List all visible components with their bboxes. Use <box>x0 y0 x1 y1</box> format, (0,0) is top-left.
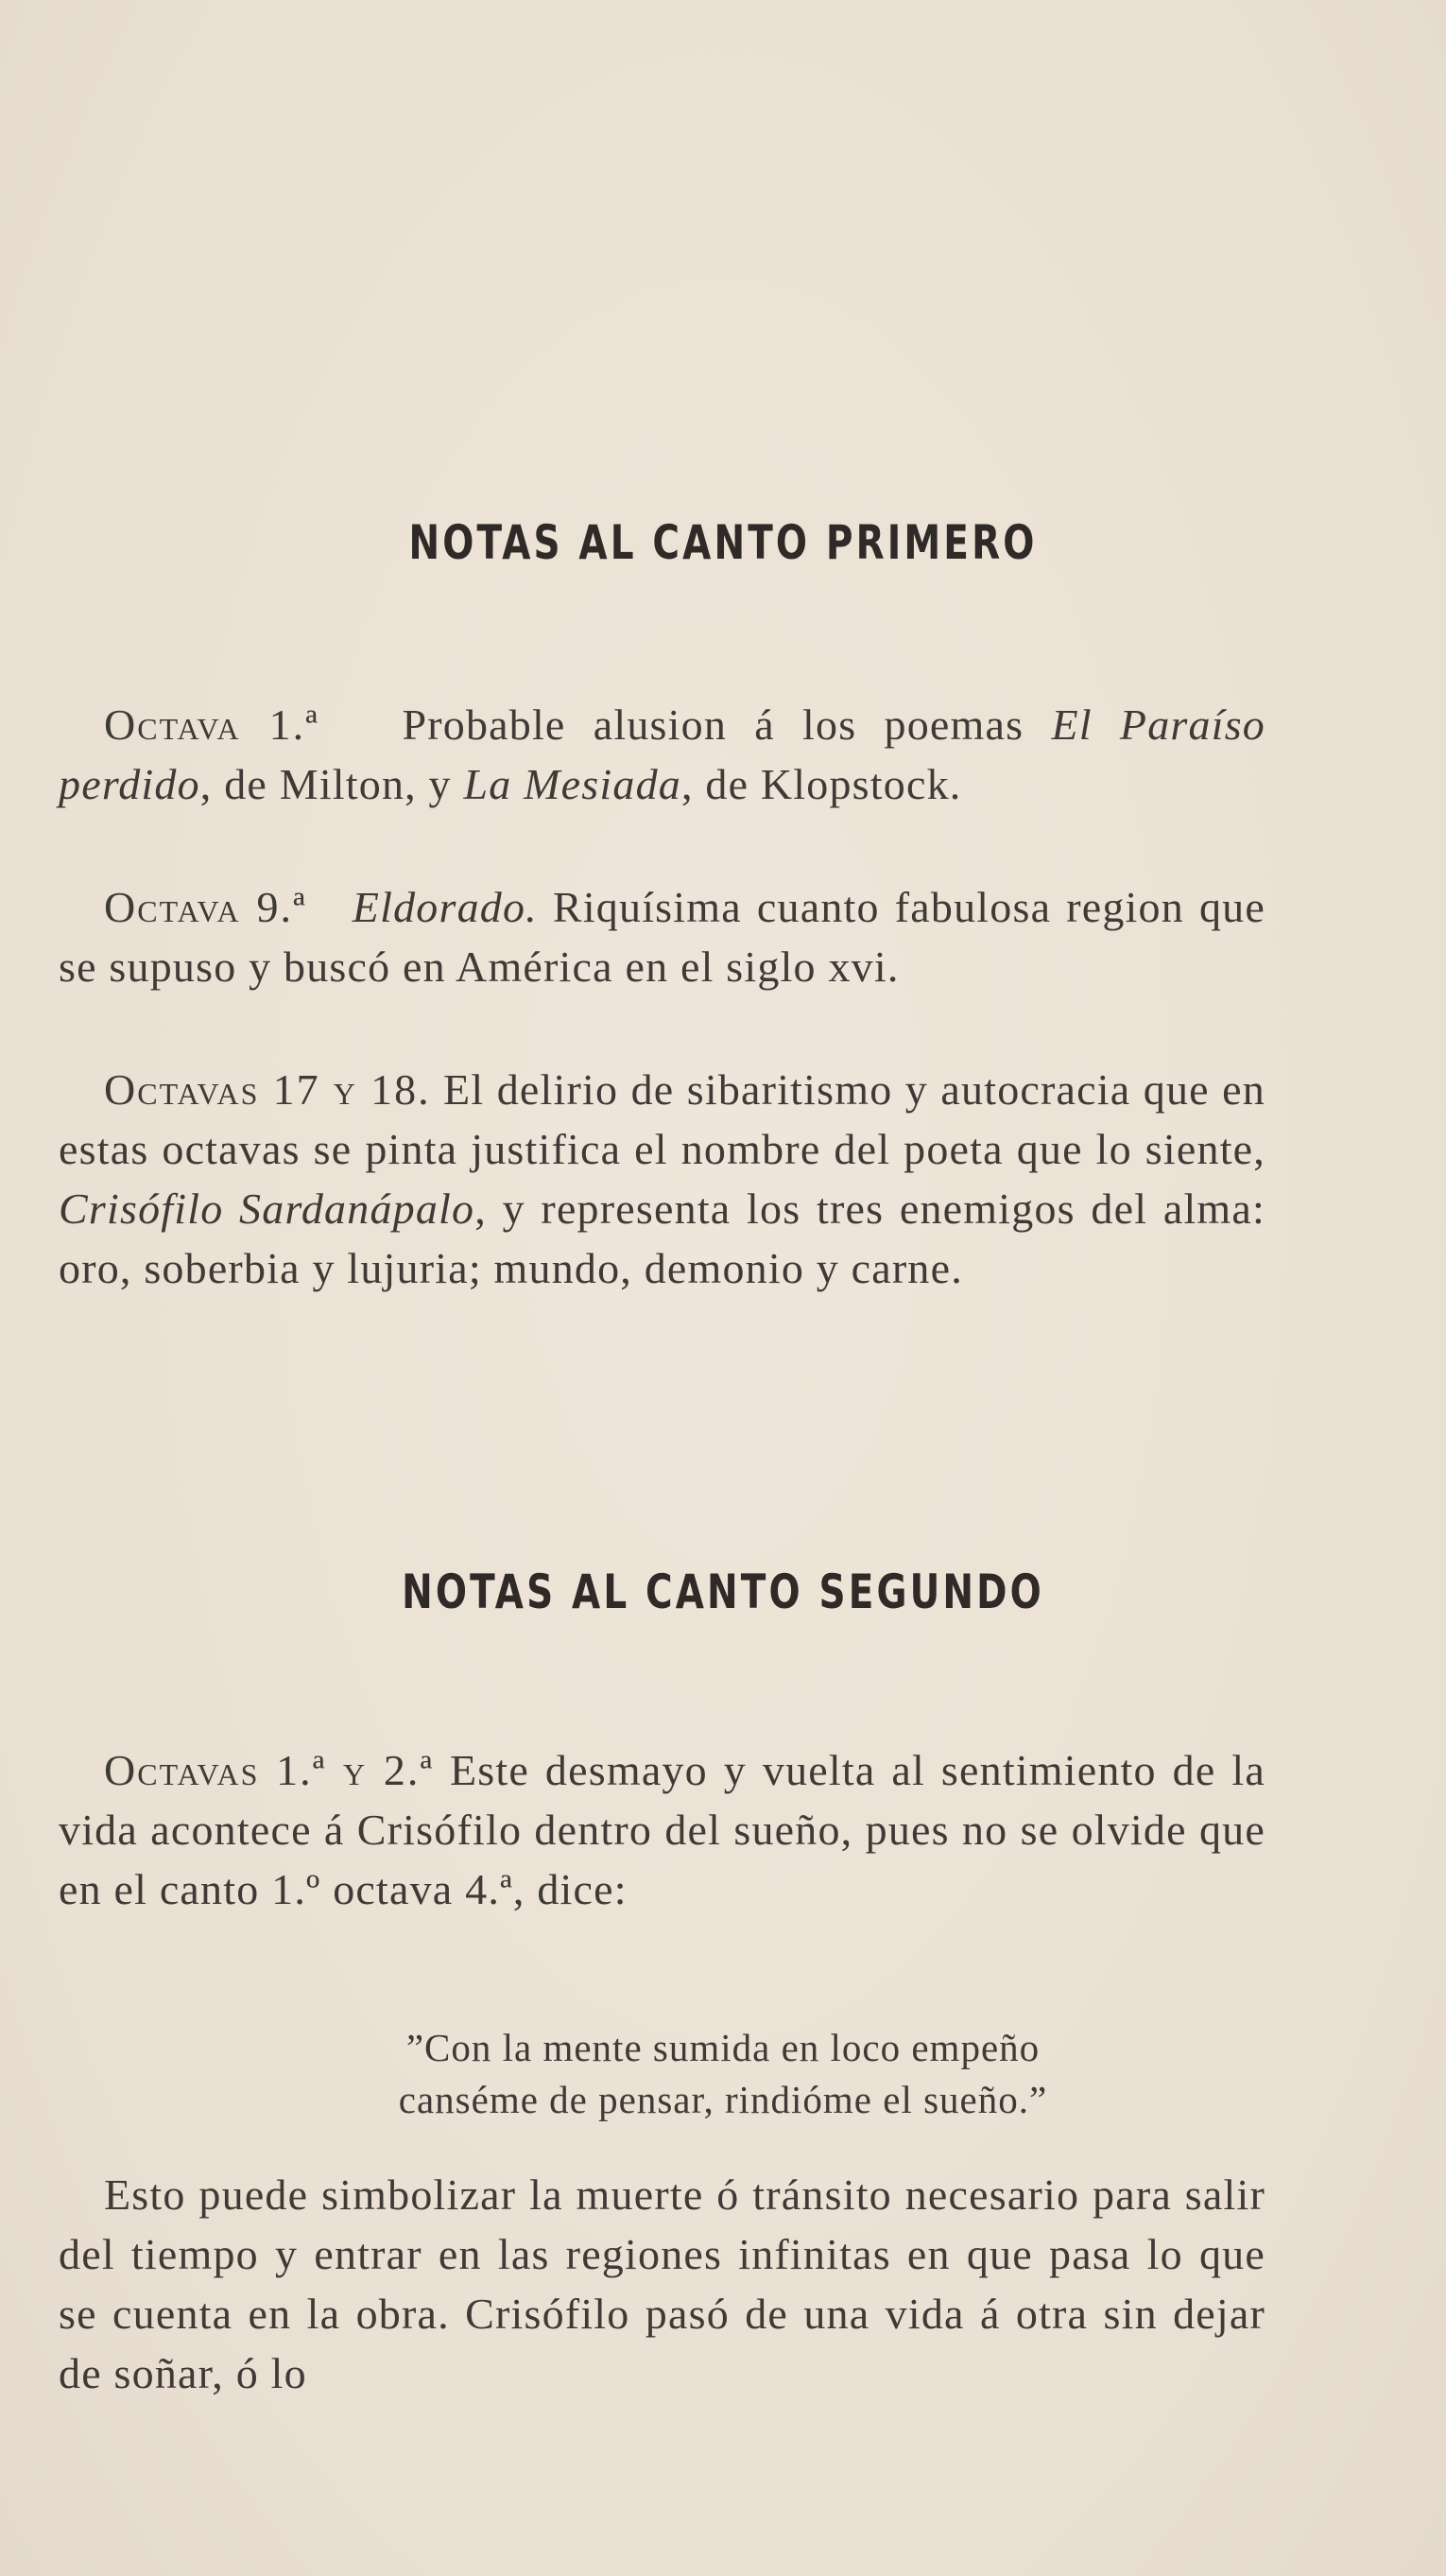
note-text: Probable alusion á los poemas <box>402 700 1052 749</box>
note-octavas-1-2 <box>59 1740 1265 1919</box>
verse-quote-line-1: ”Con la mente sumida en loco empeño <box>405 2026 1041 2069</box>
note-text: Esto puede simbolizar la muerte ó tránsito necesario para salir del tiempo y entrar en las regiones infinitas en que pasa lo que se cuenta en la obra. Crisófilo pasó de una vida á otra sin dejar de soñar, ó lo <box>59 2170 1265 2397</box>
note-continuation <box>59 2165 1265 2403</box>
verse-quote-line-2: canséme de pensar, rindióme el sueño.” <box>398 2078 1048 2121</box>
note-text: El delirio de sibaritismo y autocracia que en estas octavas se pinta justifica el nombre del poeta que lo siente, <box>59 1065 1265 1173</box>
note-italic-name: Crisófilo Sardanápalo <box>59 1184 475 1233</box>
note-label: Octavas 17 y 18. <box>104 1065 431 1114</box>
note-text: Este desmayo y vuelta al sentimiento de la vida acontece á Crisófilo dentro del sueño, pues no se olvide que en el canto 1.º octava 4.ª, dice: <box>59 1746 1265 1913</box>
note-text: , de Klopstock. <box>680 760 962 808</box>
section-heading-canto-segundo: NOTAS AL CANTO SEGUNDO <box>402 1565 1044 1619</box>
note-octava-1 <box>59 695 1265 814</box>
section-heading-canto-primero: NOTAS AL CANTO PRIMERO <box>408 515 1038 570</box>
note-octava-9 <box>59 877 1265 996</box>
note-label: Octavas 1.ª y 2.ª <box>104 1746 435 1794</box>
note-label: Octava 9.ª <box>104 883 307 931</box>
note-italic-title: La Mesiada <box>463 760 681 808</box>
note-text: , de Milton, y <box>199 760 464 808</box>
note-label: Octava 1.ª <box>104 700 319 749</box>
note-italic-title: El Paraíso perdido <box>59 700 1266 808</box>
note-text: , y representa los tres enemigos del alma: oro, soberbia y lujuria; mundo, demonio y carne. <box>59 1184 1266 1292</box>
note-italic-term: Eldorado. <box>352 883 538 931</box>
note-text: Riquísima cuanto fabulosa region que se supuso y buscó en América en el siglo xvi. <box>59 883 1265 991</box>
note-octavas-17-18 <box>59 1060 1265 1298</box>
